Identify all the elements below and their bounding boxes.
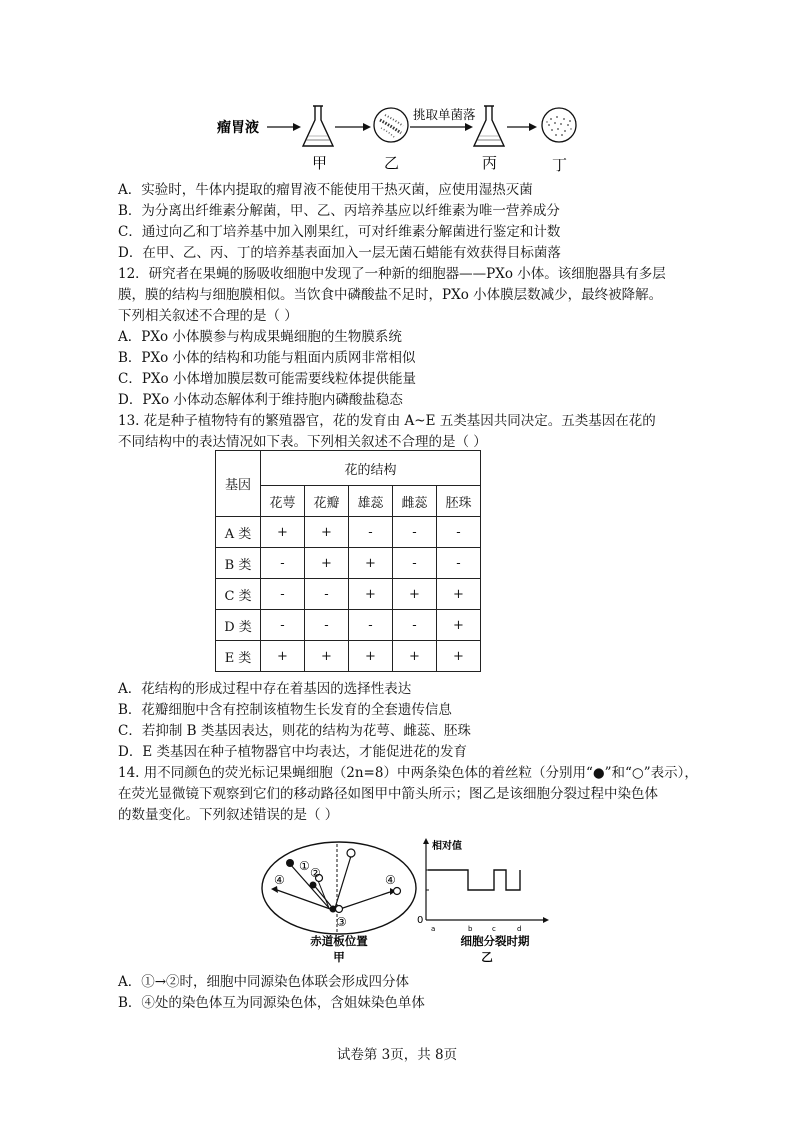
q11-option-c: C．通过向乙和丁培养基中加入刚果红，可对纤维素分解菌进行鉴定和计数 xyxy=(118,224,561,240)
table-col-header: 胚珠 xyxy=(437,486,481,517)
equatorial-plate-caption: 赤道板位置 xyxy=(310,934,368,948)
table-cell: - xyxy=(261,610,305,641)
table-row-label: B 类 xyxy=(216,548,261,579)
table-cell: - xyxy=(437,517,481,548)
table-row xyxy=(216,610,481,641)
chromosome-count-line xyxy=(428,870,520,890)
table-cell: + xyxy=(305,548,349,579)
table-cell: + xyxy=(437,641,481,672)
table-cell: + xyxy=(349,579,393,610)
q14-stem-line-1: 14. 用不同颜色的荧光标记果蝇细胞（2n=8）中两条染色体的着丝粒（分别用“●”和“○”表示）， xyxy=(118,765,698,781)
table-cell: + xyxy=(261,641,305,672)
table-row xyxy=(216,517,481,548)
fig-yi-label: 乙 xyxy=(481,950,493,964)
marker-1: ① xyxy=(299,859,310,873)
table-cell: + xyxy=(437,579,481,610)
table-cell: + xyxy=(393,579,437,610)
table-row xyxy=(216,579,481,610)
tick-b: b xyxy=(468,925,473,933)
table-row xyxy=(216,548,481,579)
flask-jia-icon xyxy=(303,106,333,146)
chart-yi xyxy=(417,838,549,964)
table-row-header: 基因 xyxy=(216,451,261,517)
q13-option-b: B．花瓣细胞中含有控制该植物生长发育的全套遗传信息 xyxy=(118,702,452,718)
culture-process-figure xyxy=(205,100,595,180)
fig-jia-label: 甲 xyxy=(333,950,345,964)
label-jia: 甲 xyxy=(312,154,328,172)
cell-diagram-jia xyxy=(262,842,416,964)
tick-c: c xyxy=(492,925,496,933)
x-axis-label: 细胞分裂时期 xyxy=(460,934,530,948)
table-cell: + xyxy=(349,548,393,579)
petri-dish-yi-icon xyxy=(374,108,408,142)
origin-label: 0 xyxy=(417,915,424,926)
chromosome-figure xyxy=(255,838,555,970)
label-bing: 丙 xyxy=(482,154,498,172)
q13-option-a: A．花结构的形成过程中存在着基因的选择性表达 xyxy=(118,681,412,697)
tick-d: d xyxy=(517,925,522,933)
table-group-header: 花的结构 xyxy=(261,451,481,486)
table-cell: + xyxy=(349,641,393,672)
table-cell: + xyxy=(437,610,481,641)
q12-option-c: C．PXo 小体增加膜层数可能需要线粒体提供能量 xyxy=(118,371,416,387)
table-cell: - xyxy=(393,548,437,579)
table-row-label: A 类 xyxy=(216,517,261,548)
q14-option-a: A．①→②时，细胞中同源染色体联会形成四分体 xyxy=(118,974,410,990)
q11-option-d: D．在甲、乙、丙、丁的培养基表面加入一层无菌石蜡能有效获得目标菌落 xyxy=(118,245,561,261)
table-cell: - xyxy=(349,517,393,548)
petri-dish-ding-icon xyxy=(542,108,576,142)
q12-stem-line-2: 膜，膜的结构与细胞膜相似。当饮食中磷酸盐不足时，PXo 小体膜层数减少，最终被降解。 xyxy=(118,287,663,303)
table-col-header: 雌蕊 xyxy=(393,486,437,517)
table-cell: + xyxy=(305,517,349,548)
table-cell: - xyxy=(305,579,349,610)
table-cell: + xyxy=(393,641,437,672)
page-footer: 试卷第 3页，共 8页 xyxy=(336,1047,458,1063)
y-axis-label: 相对值 xyxy=(432,841,462,852)
q14-option-b: B．④处的染色体互为同源染色体，含姐妹染色单体 xyxy=(118,995,425,1011)
arrow-2-head xyxy=(363,123,371,131)
table-row-label: E 类 xyxy=(216,641,261,672)
tick-a: a xyxy=(431,925,436,933)
table-cell: - xyxy=(261,548,305,579)
arrow-4-head xyxy=(529,123,537,131)
q12-option-b: B．PXo 小体的结构和功能与粗面内质网非常相似 xyxy=(118,350,416,366)
q13-option-d: D．E 类基因在种子植物器官中均表达，才能促进花的发育 xyxy=(118,744,467,760)
y-axis-arrow xyxy=(423,838,429,844)
q13-stem-line-2: 不同结构中的表达情况如下表。下列相关叙述不合理的是（ ） xyxy=(118,434,487,450)
pick-colony-label: 挑取单菌落 xyxy=(413,107,476,122)
gene-expression-table xyxy=(215,450,481,672)
table-cell: - xyxy=(393,610,437,641)
table-cell: + xyxy=(261,517,305,548)
table-cell: - xyxy=(393,517,437,548)
q14-stem-line-2: 在荧光显微镜下观察到它们的移动路径如图甲中箭头所示；图乙是该细胞分裂过程中染色体 xyxy=(118,786,658,802)
q14-stem-line-3: 的数量变化。下列叙述错误的是（ ） xyxy=(118,807,339,823)
table-cell: + xyxy=(305,641,349,672)
table-row xyxy=(216,641,481,672)
arrow-1-head xyxy=(293,123,301,131)
q12-option-d: D．PXo 小体动态解体利于维持胞内磷酸盐稳态 xyxy=(118,392,403,408)
marker-3: ③ xyxy=(336,915,347,929)
table-row-label: C 类 xyxy=(216,579,261,610)
q11-option-a: A．实验时，牛体内提取的瘤胃液不能使用干热灭菌，应使用湿热灭菌 xyxy=(118,182,533,198)
q12-stem-line-1: 12．研究者在果蝇的肠吸收细胞中发现了一种新的细胞器——PXo 小体。该细胞器具有多层 xyxy=(118,266,666,282)
table-col-header: 花萼 xyxy=(261,486,305,517)
q13-stem-line-1: 13. 花是种子植物特有的繁殖器官，花的发育由 A~E 五类基因共同决定。五类基因在花的 xyxy=(118,413,656,429)
q12-stem-line-3: 下列相关叙述不合理的是（ ） xyxy=(118,308,298,324)
table-row-label: D 类 xyxy=(216,610,261,641)
table-cell: - xyxy=(349,610,393,641)
flask-bing-icon xyxy=(474,106,504,146)
q13-option-c: C．若抑制 B 类基因表达，则花的结构为花萼、雌蕊、胚珠 xyxy=(118,723,471,739)
table-col-header: 花瓣 xyxy=(305,486,349,517)
table-cell: - xyxy=(437,548,481,579)
x-axis-arrow xyxy=(543,917,549,923)
rumen-fluid-label: 瘤胃液 xyxy=(217,120,259,136)
table-cell: - xyxy=(261,579,305,610)
q12-option-a: A．PXo 小体膜参与构成果蝇细胞的生物膜系统 xyxy=(118,329,402,345)
marker-4-left: ④ xyxy=(274,873,285,887)
table-col-header: 雄蕊 xyxy=(349,486,393,517)
label-yi: 乙 xyxy=(384,154,400,172)
table-cell: - xyxy=(305,610,349,641)
marker-2: ② xyxy=(310,866,321,880)
arrow-3-head xyxy=(465,123,473,131)
label-ding: 丁 xyxy=(552,156,568,174)
q11-option-b: B．为分离出纤维素分解菌，甲、乙、丙培养基应以纤维素为唯一营养成分 xyxy=(118,203,560,219)
marker-4-right: ④ xyxy=(385,873,396,887)
